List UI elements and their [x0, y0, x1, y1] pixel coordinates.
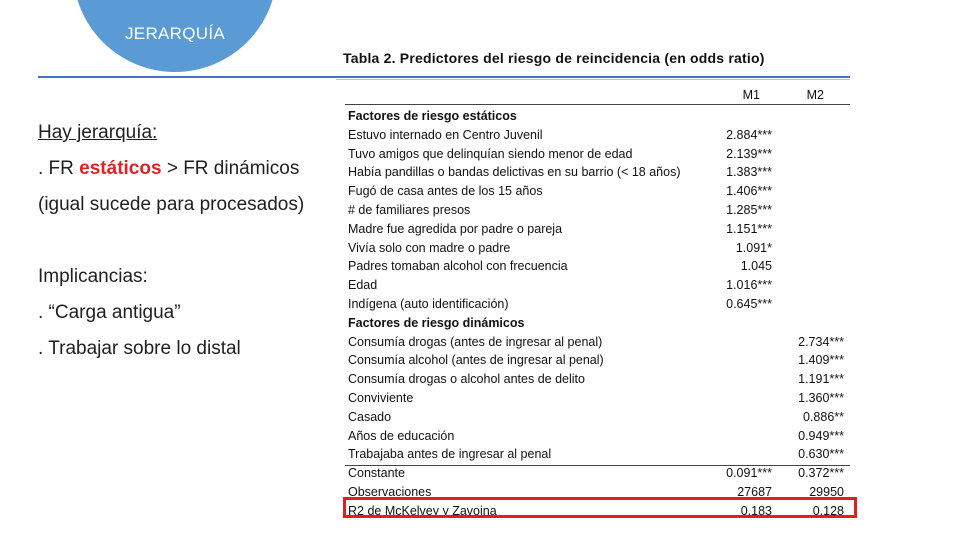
- table-row: [345, 145, 850, 164]
- table-row: [345, 182, 850, 201]
- table-row-m1-value: 1.016***: [726, 278, 772, 293]
- table-row-label: Edad: [348, 278, 378, 293]
- table-row: [345, 126, 850, 145]
- table-row-label: Trabajaba antes de ingresar al penal: [348, 447, 552, 462]
- table-row-label: Conviviente: [348, 391, 414, 405]
- table-row-label: Había pandillas o bandas delictivas en su barrio (< 18 años): [348, 165, 681, 180]
- table-row: [345, 257, 850, 276]
- table-row: [345, 239, 850, 258]
- hierarchy-line-1: [38, 158, 299, 180]
- table-row-label: Años de educación: [348, 428, 455, 443]
- line1-highlight: estáticos: [79, 158, 162, 179]
- table-row: [345, 408, 850, 427]
- table-row: [345, 351, 850, 370]
- table-row: [345, 276, 850, 295]
- footer-row-m1-value: 0.091***: [726, 466, 772, 481]
- table-row: [345, 370, 850, 389]
- table-row-label: # de familiares presos: [348, 203, 471, 217]
- table-row-m2-value: 1.360***: [798, 391, 844, 405]
- footer-row-label: Constante: [348, 466, 405, 481]
- table-row: [345, 333, 850, 352]
- footer-row-label: R2 de McKelvey y Zavoina: [348, 503, 497, 518]
- section-title-row-label: Factores de riesgo dinámicos: [348, 315, 525, 330]
- line1-suffix: > FR dinámicos: [161, 158, 300, 179]
- implications-heading: Implicancias:: [38, 266, 148, 287]
- table-row-label: Consumía alcohol (antes de ingresar al penal): [348, 353, 604, 368]
- table-row-label: Estuvo internado en Centro Juvenil: [348, 127, 543, 142]
- footer-row-m2-value: 29950: [809, 485, 844, 499]
- table-row-m1-value: 0.645***: [726, 297, 772, 311]
- hierarchy-heading: Hay jerarquía:: [38, 122, 158, 143]
- table-row-label: Consumía drogas o alcohol antes de delito: [348, 372, 585, 387]
- table-row-m1-value: 1.091*: [735, 240, 772, 255]
- table-row: [345, 389, 850, 408]
- table-top-rule: [336, 79, 850, 80]
- table-row: [345, 427, 850, 446]
- footer-row: [345, 464, 850, 483]
- table-row-label: Vivía solo con madre o padre: [348, 240, 511, 255]
- table-row-label: Tuvo amigos que delinquían siendo menor de edad: [348, 146, 633, 161]
- highlight-box: [343, 497, 857, 518]
- table-row-label: Padres tomaban alcohol con frecuencia: [348, 259, 568, 274]
- footer-row-label: Observaciones: [348, 485, 432, 499]
- section-title-row: [345, 314, 850, 333]
- table-row-m1-value: 2.139***: [726, 146, 772, 161]
- section-badge: [73, 0, 277, 72]
- table-row-m1-value: 2.884***: [726, 127, 772, 142]
- section-title-row-label: Factores de riesgo estáticos: [348, 109, 517, 123]
- table-row-label: Madre fue agredida por padre o pareja: [348, 221, 563, 236]
- table-row-label: Consumía drogas (antes de ingresar al penal): [348, 334, 603, 349]
- table-row-m2-value: 2.734***: [798, 334, 844, 349]
- table-row-m1-value: 1.045: [740, 259, 772, 274]
- implication-2: . Trabajar sobre lo distal: [38, 338, 241, 359]
- section-title-row: [345, 107, 850, 126]
- footer-row-m2-value: 0.372***: [798, 466, 844, 481]
- table-row-m2-value: 1.191***: [798, 372, 844, 387]
- table-header: [345, 86, 850, 105]
- table-row: [345, 220, 850, 239]
- table-row-m2-value: 0.630***: [798, 447, 844, 462]
- table-row: [345, 201, 850, 220]
- table-title: Tabla 2. Predictores del riesgo de reincidencia (en odds ratio): [343, 50, 765, 66]
- table-row-m1-value: 1.151***: [726, 221, 772, 236]
- table-row-label: Fugó de casa antes de los 15 años: [348, 184, 543, 199]
- table-row-m1-value: 1.383***: [726, 165, 772, 180]
- table-row: [345, 295, 850, 314]
- table-row-m2-value: 0.949***: [798, 428, 844, 443]
- column-header-m2: M2: [806, 88, 824, 102]
- hierarchy-line-2: (igual sucede para procesados): [38, 194, 305, 215]
- title-divider: [38, 76, 850, 78]
- table-row-m2-value: 1.409***: [798, 353, 844, 368]
- table-row-m1-value: 1.406***: [726, 184, 772, 199]
- column-header-m1: M1: [742, 88, 760, 102]
- table-row-label: Casado: [348, 409, 392, 424]
- table-row-m1-value: 1.285***: [726, 203, 772, 217]
- line1-prefix: . FR: [38, 158, 80, 179]
- table-row-label: Indígena (auto identificación): [348, 297, 509, 311]
- footer-row-m1-value: 27687: [737, 485, 772, 499]
- table-row: [345, 445, 850, 464]
- section-badge-label: JERARQUÍA: [125, 24, 225, 43]
- table-row: [345, 163, 850, 182]
- footer-row-m2-value: 0.128: [812, 503, 844, 518]
- table-row-m2-value: 0.886**: [802, 409, 844, 424]
- footer-row-m1-value: 0.183: [740, 503, 772, 518]
- implication-1: . “Carga antigua”: [38, 302, 181, 323]
